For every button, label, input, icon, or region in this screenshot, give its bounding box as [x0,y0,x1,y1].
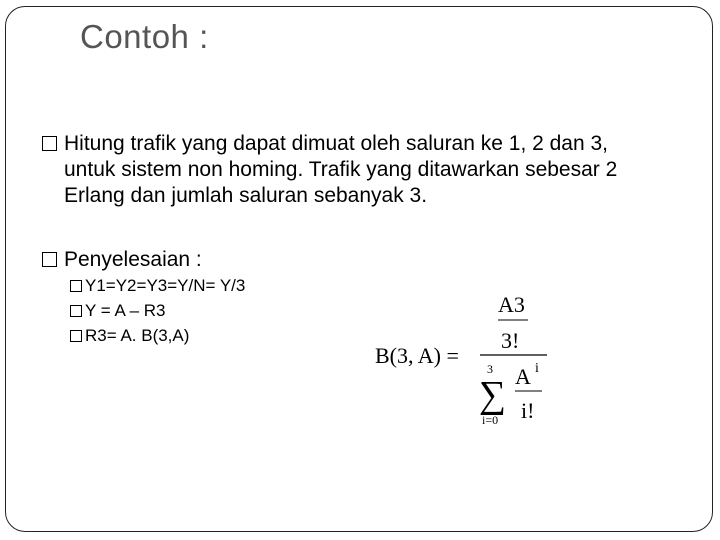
term-base: A [515,364,531,389]
checkbox-bullet-icon [70,330,82,342]
slide-title: Contoh : [80,18,209,55]
sum-lower: i=0 [482,413,499,427]
bullet-problem [42,131,654,209]
bullet-problem-text: Hitung trafik yang dapat dimuat oleh saluran ke 1, 2 dan 3, untuk sistem non homing. Trafik yang ditawarkan sebesar 2 Erlang dan jumlah saluran sebanyak 3. [64,132,618,207]
numerator-bottom: 3! [501,328,520,353]
term-denominator: i! [521,398,535,423]
sub-bullet-1-text: Y1=Y2=Y3=Y/N= Y/3 [85,276,246,295]
erlang-b-formula [370,285,570,435]
checkbox-bullet-icon [70,280,82,292]
numerator-top: A3 [498,292,525,317]
bullet-solution-text: Penyelesaian : [64,248,202,271]
checkbox-bullet-icon [42,252,57,267]
checkbox-bullet-icon [42,136,57,151]
sigma-symbol: ∑ [479,374,507,416]
term-exponent: i [535,361,539,376]
bullet-solution [42,247,654,273]
formula-lhs: B(3, A) = [375,343,459,368]
sub-bullet-3-text: R3= A. B(3,A) [85,326,190,345]
sub-bullet-3 [70,325,189,347]
sub-bullet-2 [70,300,166,322]
checkbox-bullet-icon [70,305,82,317]
sum-upper: 3 [487,362,493,376]
sub-bullet-2-text: Y = A – R3 [85,301,166,320]
sub-bullet-1 [70,275,245,297]
